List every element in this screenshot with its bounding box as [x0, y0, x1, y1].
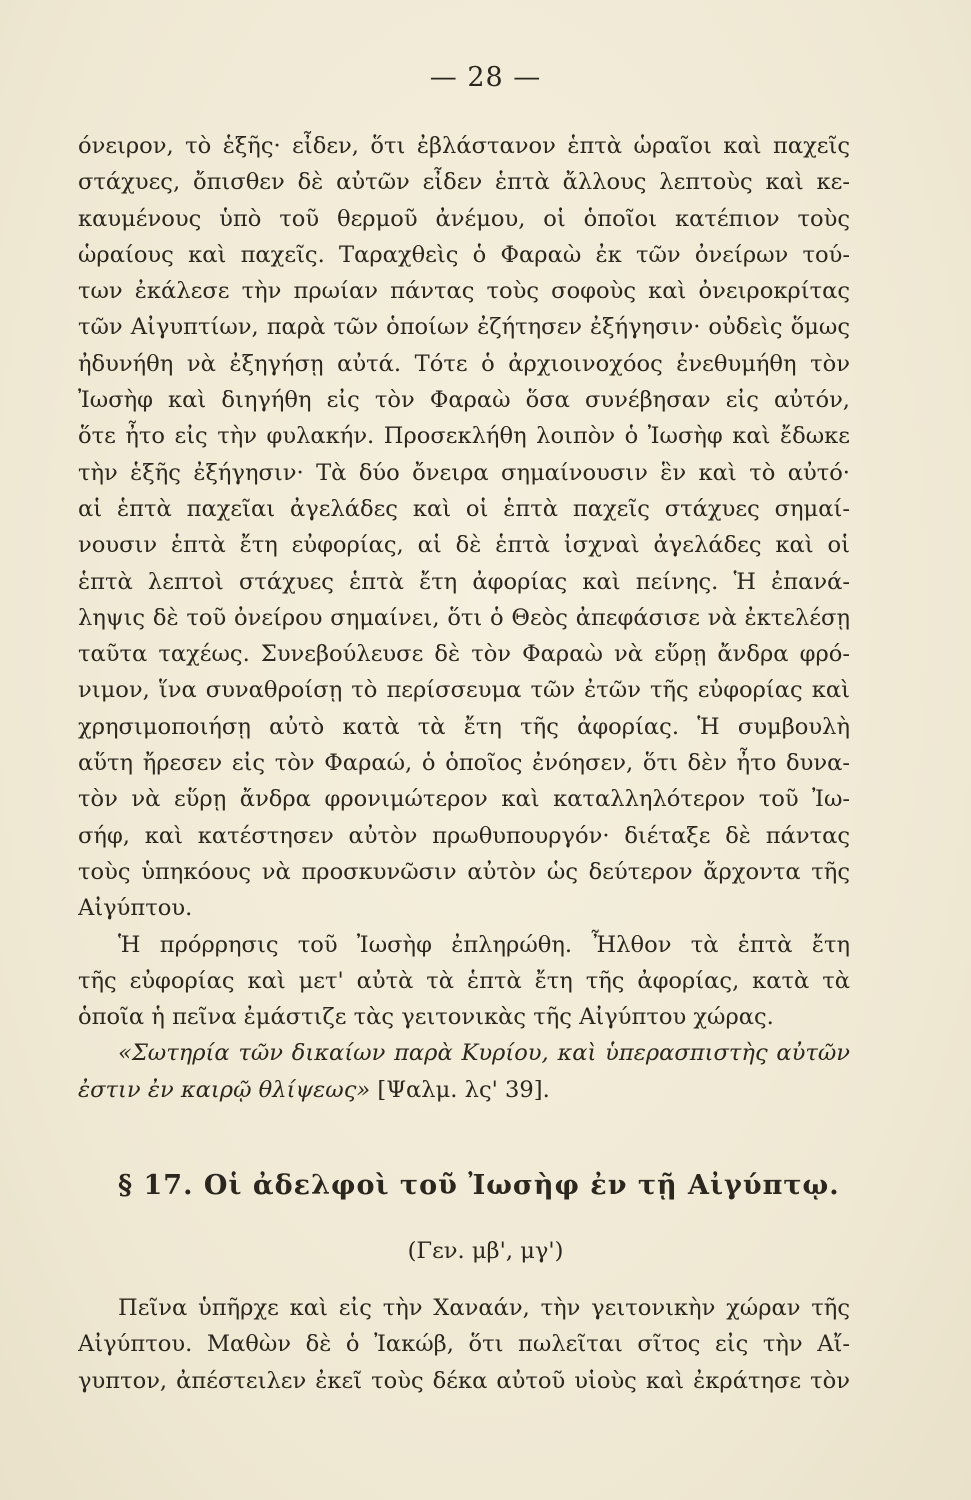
text-line: Ἡ πρόρρησις τοῦ Ἰωσὴφ ἐπληρώθη. Ἦλθον τὰ ἑπτὰ ἔτη — [118, 931, 850, 958]
paragraph-1 — [78, 128, 850, 927]
text-line: νιμον, ἵνα συναθροίσῃ τὸ περίσσευμα τῶν ἐτῶν τῆς εὐφορίας καὶ — [78, 677, 850, 704]
quote-reference: [Ψαλμ. λς' 39]. — [370, 1076, 550, 1103]
text-line: τῆς εὐφορίας καὶ μετ' αὐτὰ τὰ ἑπτὰ ἔτη τῆς ἀφορίας, κατὰ τὰ — [78, 967, 850, 994]
text-line: Ἰωσὴφ καὶ διηγήθη εἰς τὸν Φαραὼ ὅσα συνέβησαν εἰς αὐτόν, — [78, 387, 850, 414]
text-line: ὁποῖα ἡ πεῖνα ἐμάστιζε τὰς γειτονικὰς τῆς Αἰγύπτου χώρας. — [78, 1004, 774, 1031]
quote-line: «Σωτηρία τῶν δικαίων παρὰ Κυρίου, καὶ ὑπερασπιστὴς αὐτῶν — [118, 1040, 850, 1067]
main-text — [78, 128, 850, 1108]
paragraph-2 — [78, 927, 850, 1036]
quote-line — [78, 1072, 850, 1108]
text-line: τὸν νὰ εὕρῃ ἄνδρα φρονιμώτερον καὶ καταλληλότερον τοῦ Ἰω- — [78, 786, 850, 813]
text-line: τῶν Αἰγυπτίων, παρὰ τῶν ὁποίων ἐζήτησεν ἐξήγησιν· οὐδεὶς ὅμως — [78, 314, 850, 341]
section-reference: (Γεν. μβ', μγ') — [407, 1238, 564, 1264]
page-number: — 28 — — [429, 62, 542, 93]
text-line: τοὺς ὑπηκόους νὰ προσκυνῶσιν αὐτὸν ὡς δεύτερον ἄρχοντα τῆς — [78, 858, 850, 885]
section-text — [78, 1290, 850, 1399]
text-line: στάχυες, ὄπισθεν δὲ αὐτῶν εἶδεν ἑπτὰ ἄλλους λεπτοὺς καὶ κε- — [78, 169, 850, 196]
text-line: αἱ ἑπτὰ παχεῖαι ἀγελάδες καὶ οἱ ἑπτὰ παχεῖς στάχυες σημαί- — [78, 495, 850, 522]
text-line: των ἐκάλεσε τὴν πρωίαν πάντας τοὺς σοφοὺς καὶ ὀνειροκρίτας — [78, 278, 850, 305]
quote-text: ἐστιν ἐν καιρῷ θλίψεως» — [78, 1076, 371, 1103]
text-line: ἠδυνήθη νὰ ἐξηγήσῃ αὐτά. Τότε ὁ ἀρχιοινοχόος ἐνεθυμήθη τὸν — [78, 350, 850, 377]
text-line: χρησιμοποιήσῃ αὐτὸ κατὰ τὰ ἔτη τῆς ἀφορίας. Ἡ συμβουλὴ — [78, 713, 850, 740]
text-line: αὕτη ἤρεσεν εἰς τὸν Φαραώ, ὁ ὁποῖος ἐνόησεν, ὅτι δὲν ἦτο δυνα- — [78, 750, 850, 777]
text-line: τὴν ἑξῆς ἐξήγησιν· Τὰ δύο ὄνειρα σημαίνουσιν ἓν καὶ τὸ αὐτό· — [78, 459, 850, 486]
text-line: καυμένους ὑπὸ τοῦ θερμοῦ ἀνέμου, οἱ ὁποῖοι κατέπιον τοὺς — [78, 205, 850, 232]
text-line: ληψις δὲ τοῦ ὀνείρου σημαίνει, ὅτι ὁ Θεὸς ἀπεφάσισε νὰ ἐκτελέσῃ — [78, 604, 850, 631]
text-line: ὡραίους καὶ παχεῖς. Ταραχθεὶς ὁ Φαραὼ ἐκ τῶν ὀνείρων τού- — [78, 241, 850, 268]
text-line: σήφ, καὶ κατέστησεν αὐτὸν πρωθυπουργόν· διέταξε δὲ πάντας — [78, 822, 850, 849]
text-line: Πεῖνα ὑπῆρχε καὶ εἰς τὴν Χαναάν, τὴν γειτονικὴν χώραν τῆς — [118, 1295, 850, 1321]
text-line: νουσιν ἑπτὰ ἔτη εὐφορίας, αἱ δὲ ἑπτὰ ἰσχναὶ ἀγελάδες καὶ οἱ — [78, 532, 850, 559]
text-line: Αἰγύπτου. Μαθὼν δὲ ὁ Ἰακώβ, ὅτι πωλεῖται σῖτος εἰς τὴν Αἴ- — [78, 1331, 850, 1358]
scripture-quote — [78, 1035, 850, 1108]
section-heading: § 17. Οἱ ἀδελφοὶ τοῦ Ἰωσὴφ ἐν τῇ Αἰγύπτῳ. — [118, 1170, 840, 1201]
text-line: όνειρον, τὸ ἑξῆς· εἶδεν, ὅτι ἐβλάστανον ἑπτὰ ὡραῖοι καὶ παχεῖς — [78, 133, 850, 159]
text-line: Αἰγύπτου. — [78, 895, 193, 922]
text-line: ταῦτα ταχέως. Συνεβούλευσε δὲ τὸν Φαραὼ νὰ εὕρῃ ἄνδρα φρό- — [78, 641, 850, 668]
text-line: γυπτον, ἀπέστειλεν ἐκεῖ τοὺς δέκα αὐτοῦ υἱοὺς καὶ ἐκράτησε τὸν — [78, 1367, 850, 1394]
text-line: ὅτε ἦτο εἰς τὴν φυλακήν. Προσεκλήθη λοιπὸν ὁ Ἰωσὴφ καὶ ἔδωκε — [78, 423, 850, 450]
text-line: ἑπτὰ λεπτοὶ στάχυες ἑπτὰ ἔτη ἀφορίας καὶ πείνης. Ἡ ἐπανά- — [78, 568, 850, 595]
